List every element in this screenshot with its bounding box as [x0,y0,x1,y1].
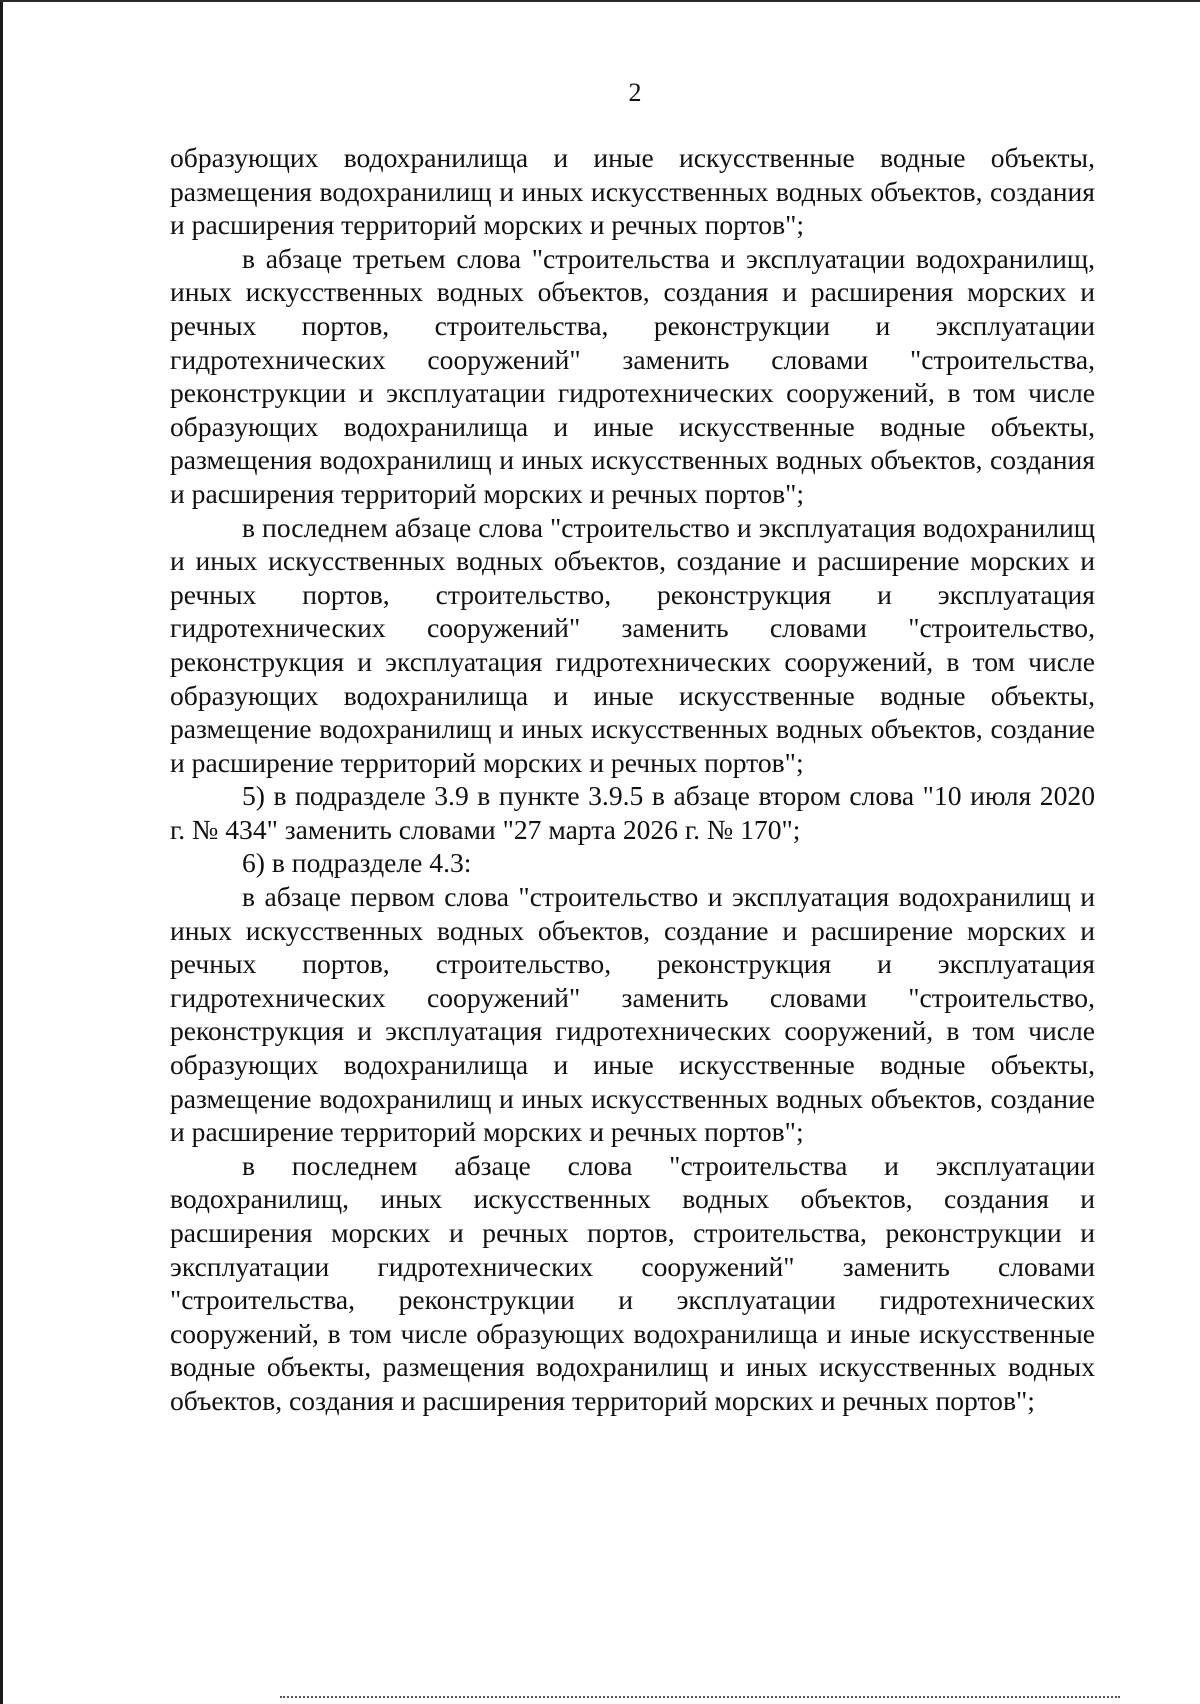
page-number: 2 [628,78,642,107]
paragraph-item-6-last: в последнем абзаце слова "строительства и эксплуатации водохранилищ, иных искусственных водных объектов, создания и расширения морских и речных портов, строительства, реконструкции и эксплуатации гидротехнических сооружений" заменить словами "строительства, реконструкции и эксплуатации гидротехнических сооружений, в том числе образующих водохранилища и иные искусственные водные объекты, размещения водохранилищ и иных искусственных водных объектов, создания и расширения территорий морских и речных портов"; [170,1149,1095,1416]
paragraph-amendment-third: в абзаце третьем слова "строительства и эксплуатации водохранилищ, иных искусственных водных объектов, создания и расширения морских и речных портов, строительства, реконструкции и эксплуатации гидротехнических сооружений" заменить словами "строительства, реконструкции и эксплуатации гидротехнических сооружений, в том числе образующих водохранилища и иные искусственные водные объекты, размещения водохранилищ и иных искусственных водных объектов, создания и расширения территорий морских и речных портов"; [170,242,1095,509]
scan-edge-top [0,0,1200,2]
paragraph-item-6-first: в абзаце первом слова "строительство и эксплуатация водохранилищ и иных искусственных водных объектов, создание и расширение морских и речных портов, строительство, реконструкция и эксплуатация гидротехнических сооружений" заменить словами "строительство, реконструкция и эксплуатация гидротехнических сооружений, в том числе образующих водохранилища и иные искусственные водные объекты, размещение водохранилищ и иных искусственных водных объектов, создание и расширение территорий морских и речных портов"; [170,881,1095,1148]
document-body [170,141,1095,1418]
paragraph-continuation: образующих водохранилища и иные искусственные водные объекты, размещения водохранилищ и иных искусственных водных объектов, создания и расширения территорий морских и речных портов"; [170,142,1095,241]
paragraph-amendment-last: в последнем абзаце слова "строительство и эксплуатация водохранилищ и иных искусственных водных объектов, создание и расширение морских и речных портов, строительство, реконструкция и эксплуатация гидротехнических сооружений" заменить словами "строительство, реконструкция и эксплуатация гидротехнических сооружений, в том числе образующих водохранилища и иные искусственные водные объекты, размещение водохранилищ и иных искусственных водных объектов, создание и расширение территорий морских и речных портов"; [170,511,1095,778]
paragraph-item-5: 5) в подразделе 3.9 в пункте 3.9.5 в абзаце втором слова "10 июля 2020 г. № 434" заменить словами "27 марта 2026 г. № 170"; [170,780,1095,845]
paragraph-item-6: 6) в подразделе 4.3: [242,847,472,879]
scan-edge-left [0,0,3,1704]
scan-edge-bottom [280,1696,1120,1700]
